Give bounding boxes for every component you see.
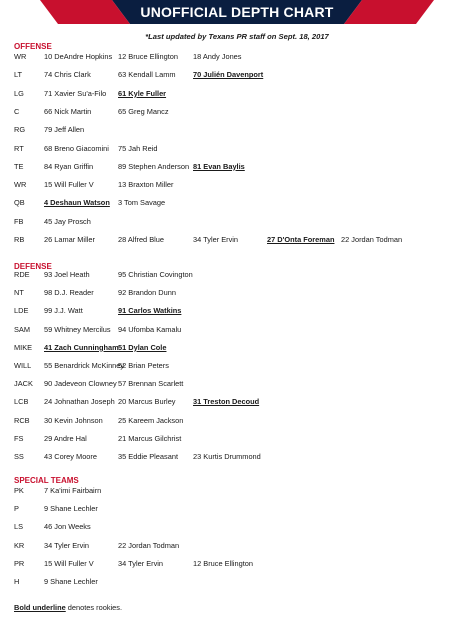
depth-row [14, 504, 464, 516]
player-rookie: 70 Julién Davenport [193, 70, 264, 80]
last-updated: *Last updated by Texans PR staff on Sept. 18, 2017 [145, 32, 329, 41]
depth-row [14, 180, 464, 192]
player: 89 Stephen Anderson [118, 161, 190, 171]
player: 22 Jordan Todman [118, 540, 180, 550]
depth-row [14, 486, 464, 498]
position-label: SS [14, 452, 24, 461]
player: 23 Kurtis Drummond [193, 452, 261, 461]
player: 94 Ufomba Kamalu [118, 324, 182, 334]
player: 20 Marcus Burley [118, 397, 176, 407]
player-rookie: 27 D'Onta Foreman [267, 235, 335, 244]
player: 12 Bruce Ellington [193, 558, 253, 568]
position-label: JACK [14, 379, 33, 389]
rookie-legend [14, 603, 122, 612]
player: 98 D.J. Reader [44, 288, 94, 298]
depth-row [14, 559, 464, 571]
depth-row [14, 416, 464, 428]
player: 59 Whitney Mercilus [44, 324, 111, 334]
position-label: H [14, 577, 20, 586]
depth-row [14, 379, 464, 391]
player: 57 Brennan Scarlett [118, 379, 184, 389]
player: 65 Greg Mancz [118, 106, 169, 116]
section-title-special-teams: SPECIAL TEAMS [14, 476, 79, 485]
player: 34 Tyler Ervin [44, 540, 90, 550]
depth-row [14, 541, 464, 553]
section-title-defense: DEFENSE [14, 262, 52, 271]
position-label: WR [14, 180, 27, 190]
depth-row [14, 270, 464, 282]
position-label: TE [14, 161, 24, 171]
depth-row [14, 125, 464, 137]
player: 71 Xavier Su'a-Filo [44, 88, 107, 98]
legend-bold: Bold underline [14, 603, 66, 612]
player: 18 Andy Jones [193, 52, 242, 61]
player: 25 Kareem Jackson [118, 415, 184, 425]
position-label: FB [14, 216, 24, 226]
depth-row [14, 107, 464, 119]
player: 22 Jordan Todman [341, 235, 403, 244]
position-label: RB [14, 235, 25, 244]
position-label: KR [14, 540, 25, 550]
player: 30 Kevin Johnson [44, 415, 103, 425]
player: 99 J.J. Watt [44, 306, 83, 316]
position-label: RCB [14, 415, 30, 425]
player-rookie: 51 Dylan Cole [118, 342, 167, 352]
player: 66 Nick Martin [44, 106, 92, 116]
depth-row [14, 343, 464, 355]
depth-row [14, 452, 464, 464]
player: 9 Shane Lechler [44, 577, 98, 586]
player-rookie: 91 Carlos Watkins [118, 306, 182, 316]
player: 93 Joel Heath [44, 270, 90, 279]
depth-row [14, 89, 464, 101]
position-label: WR [14, 52, 27, 61]
position-label: NT [14, 288, 24, 298]
legend-text: denotes rookies. [65, 603, 123, 612]
player-rookie: 61 Kyle Fuller [118, 88, 167, 98]
player: 21 Marcus Gilchrist [118, 433, 182, 443]
player: 24 Johnathan Joseph [44, 397, 115, 407]
depth-row [14, 522, 464, 534]
player: 74 Chris Clark [44, 70, 91, 80]
depth-row [14, 397, 464, 409]
player: 3 Tom Savage [118, 198, 166, 208]
position-label: LT [14, 70, 23, 80]
position-label: PR [14, 558, 25, 568]
position-label: FS [14, 433, 24, 443]
player: 95 Christian Covington [118, 270, 193, 279]
player-rookie: 31 Treston Decoud [193, 397, 260, 407]
player: 34 Tyler Ervin [193, 235, 239, 244]
depth-row [14, 288, 464, 300]
player: 68 Breno Giacomini [44, 143, 109, 153]
position-label: RDE [14, 270, 30, 279]
position-label: WILL [14, 361, 32, 370]
player-rookie: 81 Evan Baylis [193, 161, 245, 171]
position-label: LS [14, 522, 24, 532]
player: 79 Jeff Allen [44, 125, 85, 135]
depth-row [14, 198, 464, 210]
position-label: C [14, 106, 20, 116]
position-label: LDE [14, 306, 29, 316]
player: 75 Jah Reid [118, 143, 158, 153]
player-rookie: 4 Deshaun Watson [44, 198, 110, 208]
player: 9 Shane Lechler [44, 504, 98, 514]
player: 13 Braxton Miller [118, 180, 174, 190]
position-label: P [14, 504, 19, 514]
position-label: RT [14, 143, 24, 153]
player: 84 Ryan Griffin [44, 161, 94, 171]
player: 92 Brandon Dunn [118, 288, 176, 298]
position-label: RG [14, 125, 26, 135]
player: 43 Corey Moore [44, 452, 97, 461]
depth-row [14, 217, 464, 229]
header-banner [0, 0, 474, 26]
player: 7 Ka'imi Fairbairn [44, 486, 102, 495]
player: 34 Tyler Ervin [118, 558, 164, 568]
player: 52 Brian Peters [118, 361, 169, 370]
section-title-offense: OFFENSE [14, 42, 52, 51]
depth-row [14, 52, 464, 64]
player: 26 Lamar Miller [44, 235, 95, 244]
player: 10 DeAndre Hopkins [44, 52, 113, 61]
player: 29 Andre Hal [44, 433, 87, 443]
position-label: LG [14, 88, 24, 98]
player: 15 Will Fuller V [44, 180, 94, 190]
depth-row [14, 434, 464, 446]
depth-row [14, 306, 464, 318]
player: 28 Alfred Blue [118, 235, 165, 244]
player: 46 Jon Weeks [44, 522, 91, 532]
position-label: LCB [14, 397, 29, 407]
position-label: QB [14, 198, 25, 208]
player-rookie: 41 Zach Cunningham [44, 342, 119, 352]
player: 90 Jadeveon Clowney [44, 379, 117, 389]
player: 35 Eddie Pleasant [118, 452, 178, 461]
page-title: UNOFFICIAL DEPTH CHART [140, 4, 334, 20]
depth-row [14, 235, 464, 247]
player: 15 Will Fuller V [44, 558, 94, 568]
player: 12 Bruce Ellington [118, 52, 178, 61]
depth-row [14, 162, 464, 174]
depth-row [14, 70, 464, 82]
player: 45 Jay Prosch [44, 216, 91, 226]
player: 63 Kendall Lamm [118, 70, 176, 80]
depth-row [14, 144, 464, 156]
position-label: SAM [14, 324, 31, 334]
depth-row [14, 577, 464, 589]
position-label: PK [14, 486, 24, 495]
position-label: MIKE [14, 342, 33, 352]
depth-row [14, 325, 464, 337]
depth-row [14, 361, 464, 373]
player: 55 Benardrick McKinney [44, 361, 125, 370]
